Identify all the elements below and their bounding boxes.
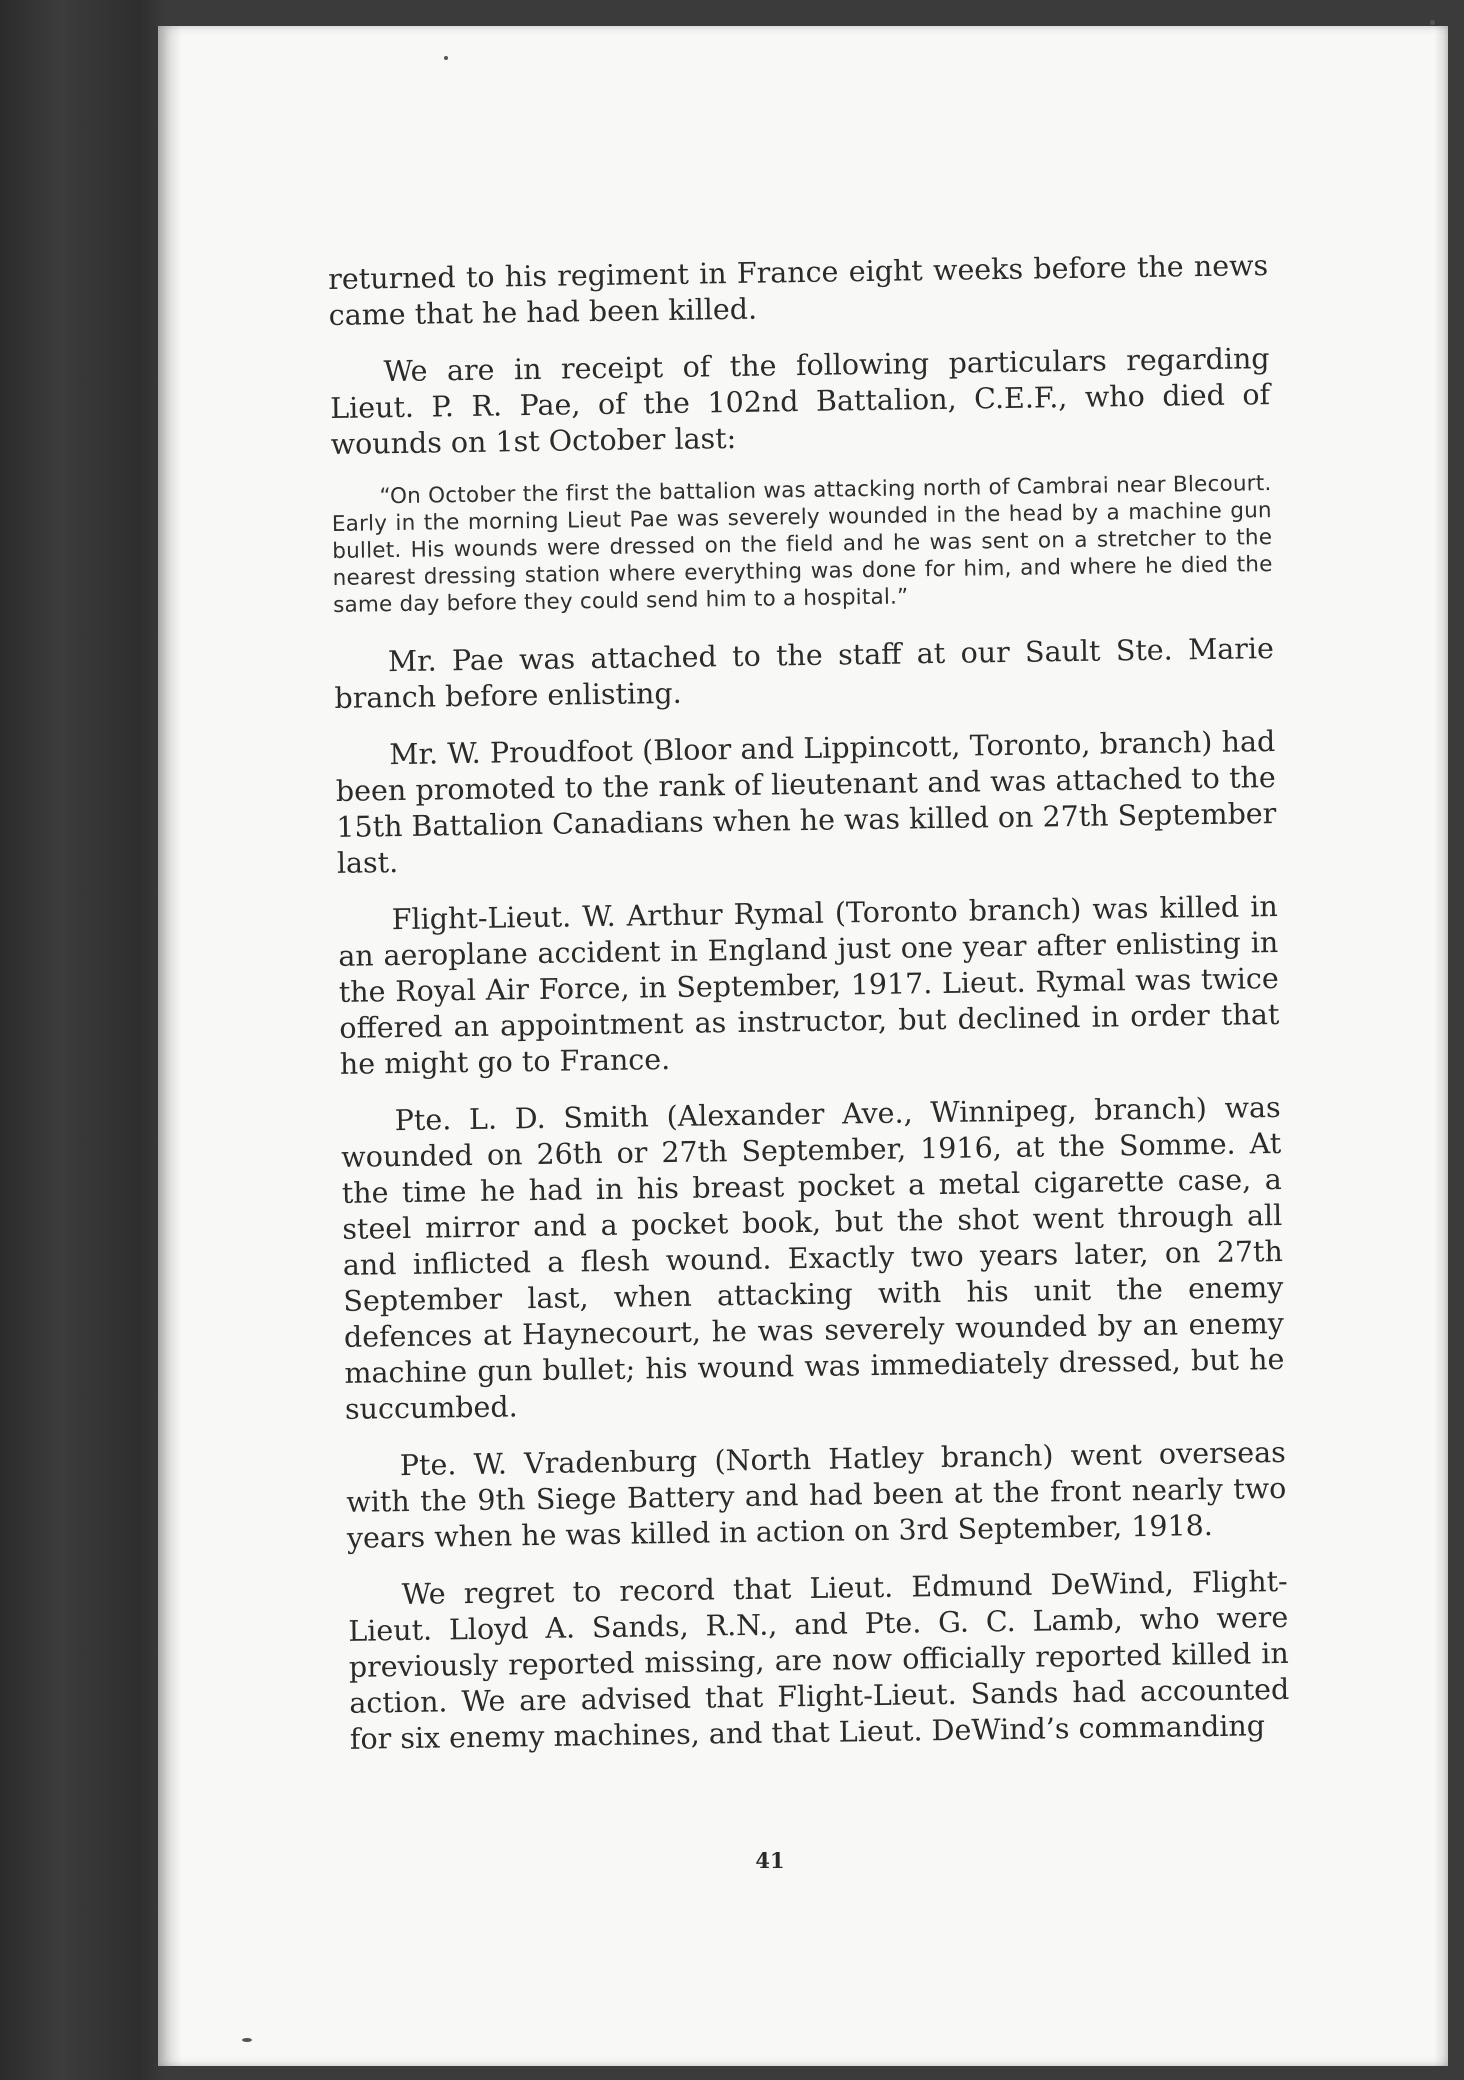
page-number: 41 (755, 1848, 785, 1873)
dust-speck (242, 2038, 252, 2042)
paragraph-continuation: returned to his regiment in France eight weeks before the news came that he had been killed. (328, 249, 1269, 332)
block-quote: “On October the first the battalion was attacking north of Cambrai near Blecourt. Early in the morning Lieut Pae was severely wounded in the head by a machine gun bullet. His wounds were dressed on the field and he was sent on a stretcher to the nearest dressing station where everything was done for him, and where he died the same day before they could send him to a hospital.” (331, 471, 1273, 618)
paragraph-rymal: Flight-Lieut. W. Arthur Rymal (Toronto branch) was killed in an aeroplane accident in England just one year after enlisting in the Royal Air Force, in September, 1917. Lieut. Rymal was twice offered an appointment as instructor, but declined in order that he might go to France. (338, 889, 1280, 1081)
paragraph-vradenburg: Pte. W. Vradenburg (North Hatley branch) went overseas with the 9th Siege Battery and had been at the front nearly two years when he was killed in action on 3rd September, 1918. (346, 1435, 1287, 1555)
dust-speck (1430, 20, 1435, 25)
dust-speck (444, 56, 448, 60)
paragraph-proudfoot: Mr. W. Proudfoot (Bloor and Lippincott, Toronto, branch) had been promoted to the rank of lieutenant and was attached to the 15th Battalion Canadians when he was killed on 27th September last. (335, 725, 1277, 880)
paragraph-smith: Pte. L. D. Smith (Alexander Ave., Winnipeg, branch) was wounded on 26th or 27th September, 1916, at the Somme. At the time he had in his breast pocket a metal cigarette case, a steel mirror and a pocket book, but the shot went through all and inflicted a flesh wound. Exactly two years later, on 27th September last, when attacking with his unit the enemy defences at Haynecourt, he was severely wounded by an enemy machine gun bullet; his wound was immediately dressed, but he succumbed. (341, 1090, 1285, 1426)
body-text (328, 248, 1290, 1779)
paragraph-missing-killed: We regret to record that Lieut. Edmund DeWind, Flight-Lieut. Lloyd A. Sands, R.N., and Pte. G. C. Lamb, who were previously reported missing, are now officially reported killed in action. We are advised that Flight-Lieut. Sands had accounted for six enemy machines, and that Lieut. DeWind’s commanding (348, 1564, 1290, 1756)
paragraph-pae-intro: We are in receipt of the following particulars regarding Lieut. P. R. Pae, of the 102nd Battalion, C.E.F., who died of wounds on 1st October last: (329, 342, 1271, 461)
paragraph-pae-staff: Mr. Pae was attached to the staff at our Sault Ste. Marie branch before enlisting. (334, 632, 1275, 715)
